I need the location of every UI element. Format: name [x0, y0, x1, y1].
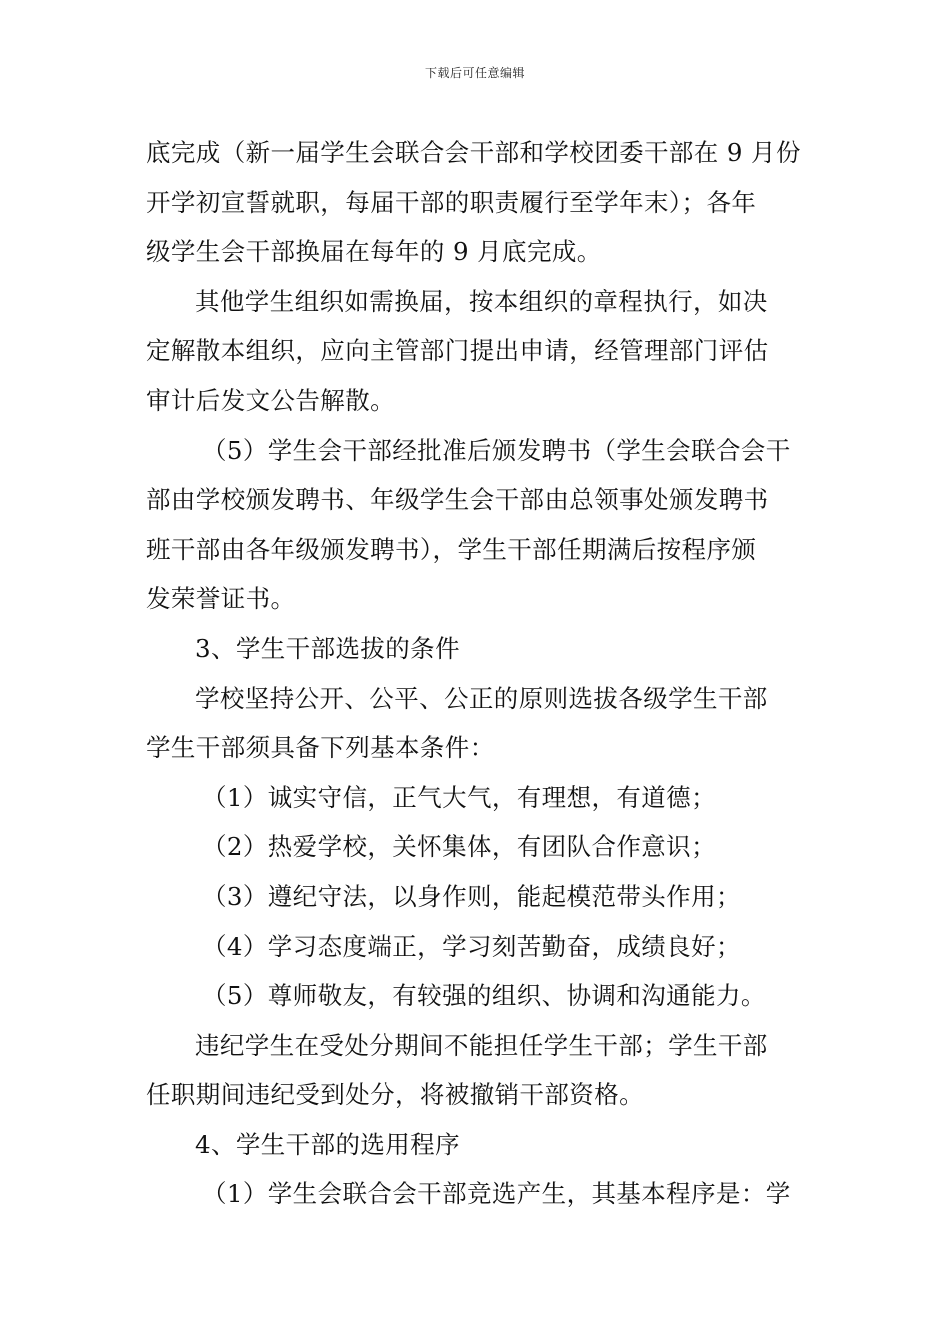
text-line: 部由学校颁发聘书、年级学生会干部由总领事处颁发聘书	[146, 485, 769, 515]
text-line: （1）学生会联合会干部竞选产生，其基本程序是：学	[202, 1179, 791, 1209]
page-header: 下载后可任意编辑	[424, 66, 525, 80]
text-line: 定解散本组织，应向主管部门提出申请，经管理部门评估	[146, 336, 769, 366]
list-item: （4）学习态度端正，学习刻苦勤奋，成绩良好；	[202, 931, 741, 961]
text-line: 开学初宣誓就职，每届干部的职责履行至学年末）；各年	[146, 187, 757, 217]
list-item: （2）热爱学校，关怀集体，有团队合作意识；	[202, 832, 716, 862]
list-item: （5）尊师敬友，有较强的组织、协调和沟通能力。	[202, 981, 766, 1011]
text-line: 学校坚持公开、公平、公正的原则选拔各级学生干部	[195, 683, 768, 713]
text-line: 审计后发文公告解散。	[146, 385, 395, 415]
section-heading: 3、学生干部选拔的条件	[195, 633, 460, 663]
list-item: （3）遵纪守法，以身作则，能起模范带头作用；	[202, 881, 741, 911]
text-line: （5）学生会干部经批准后颁发聘书（学生会联合会干	[202, 435, 791, 465]
text-line: 级学生会干部换届在每年的 9 月底完成。	[146, 237, 602, 267]
text-line: 违纪学生在受处分期间不能担任学生干部；学生干部	[195, 1030, 768, 1060]
document-body	[146, 128, 816, 1219]
text-line: 班干部由各年级颁发聘书），学生干部任期满后按程序颁	[146, 534, 757, 564]
text-line: 发荣誉证书。	[146, 584, 296, 614]
text-line: 底完成（新一届学生会联合会干部和学校团委干部在 9 月份	[146, 138, 801, 167]
text-line: 其他学生组织如需换届，按本组织的章程执行，如决	[195, 286, 768, 316]
list-item: （1）诚实守信，正气大气，有理想，有道德；	[202, 782, 716, 812]
text-line: 学生干部须具备下列基本条件：	[146, 733, 495, 763]
text-line: 任职期间违纪受到处分，将被撤销干部资格。	[146, 1080, 644, 1110]
section-heading: 4、学生干部的选用程序	[195, 1129, 460, 1159]
